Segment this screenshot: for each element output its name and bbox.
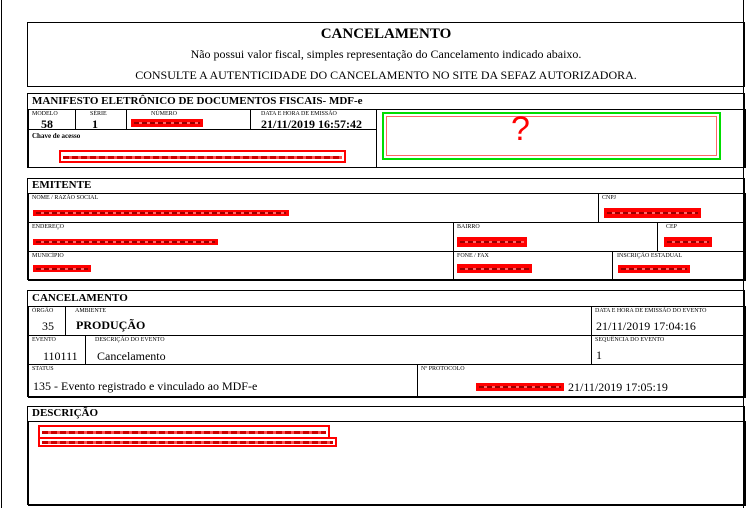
endereco-cell [28, 222, 454, 252]
descricao-content-cell [28, 421, 746, 506]
document-page [1, 0, 744, 508]
document-title: CANCELAMENTO [320, 26, 452, 42]
nome-cell [28, 193, 599, 223]
status-label: STATUS [32, 366, 54, 372]
serie-label: SÉRIE [90, 111, 107, 117]
fone-cell [453, 251, 613, 281]
endereco-label: ENDEREÇO [32, 224, 64, 230]
data-evento-label: DATA E HORA DE EMISSÃO DO EVENTO [595, 308, 707, 314]
numero-cell [126, 109, 251, 130]
emitente-section [27, 178, 745, 280]
cancelamento-section [27, 290, 745, 397]
protocolo-value: 21/11/2019 17:05:19 [568, 380, 668, 394]
nome-redaction [33, 210, 289, 216]
municipio-label: MUNICÍPIO [32, 253, 64, 259]
modelo-label: MODELO [32, 111, 58, 117]
qrcode-green-frame [382, 112, 721, 160]
protocolo-label: Nº PROTOCOLO [421, 366, 465, 372]
emitente-section-title: EMITENTE [32, 179, 92, 191]
bairro-cell [453, 222, 658, 252]
status-cell [28, 364, 418, 398]
sequencia-label: SEQUÊNCIA DO EVENTO [595, 337, 665, 343]
sequencia-value: 1 [596, 348, 602, 362]
inscricao-estadual-redaction [618, 265, 690, 273]
numero-redaction [131, 119, 203, 127]
cnpj-redaction [604, 208, 701, 218]
modelo-cell [28, 109, 76, 130]
descricao-evento-value: Cancelamento [97, 349, 166, 363]
modelo-value: 58 [41, 117, 53, 131]
ambiente-cell [65, 306, 592, 336]
cancelamento-section-title: CANCELAMENTO [32, 292, 128, 304]
cnpj-cell [598, 193, 746, 223]
data-emissao-value: 21/11/2019 16:57:42 [261, 117, 362, 131]
serie-value: 1 [92, 117, 98, 131]
numero-label: NÚMERO [151, 111, 178, 117]
cep-label: CEP [666, 224, 678, 230]
municipio-redaction [33, 265, 91, 272]
fone-redaction [457, 264, 532, 273]
orgao-label: ÓRGÃO [32, 308, 54, 314]
endereco-redaction [33, 239, 218, 245]
descricao-section [27, 406, 745, 505]
qrcode-red-frame [386, 116, 717, 156]
header-notice: Não possui valor fiscal, simples representação do Cancelamento indicado abaixo. [190, 47, 582, 61]
orgao-value: 35 [42, 319, 54, 333]
inscricao-estadual-label: INSCRIÇÃO ESTADUAL [617, 253, 683, 259]
data-evento-cell [591, 306, 746, 336]
header-box [27, 22, 745, 87]
cep-redaction [664, 237, 712, 247]
qrcode-question-annotation: ? [511, 110, 530, 148]
descricao-section-title: DESCRIÇÃO [32, 407, 99, 419]
evento-label: EVENTO [32, 337, 56, 343]
cnpj-label: CNPJ [602, 195, 617, 201]
nome-label: NOME / RAZÃO SOCIAL [32, 195, 99, 201]
ambiente-label: AMBIENTE [75, 308, 106, 314]
chave-acesso-label: Chave de acesso [32, 132, 81, 140]
evento-cell [28, 335, 86, 365]
inscricao-estadual-cell [612, 251, 746, 281]
serie-cell [75, 109, 127, 130]
fone-label: FONE / FAX [457, 253, 489, 259]
municipio-cell [28, 251, 454, 281]
evento-value: 110111 [43, 349, 78, 363]
header-consult-notice: CONSULTE A AUTENTICIDADE DO CANCELAMENTO NO SITE DA SEFAZ AUTORIZADORA. [135, 68, 637, 82]
data-emissao-label: DATA E HORA DE EMISSÃO [261, 111, 337, 117]
manifesto-section [27, 93, 745, 168]
manifesto-section-title: MANIFESTO ELETRÔNICO DE DOCUMENTOS FISCAIS- MDF-e [32, 95, 363, 107]
chave-acesso-cell [28, 129, 377, 168]
descricao-evento-label: DESCRIÇÃO DO EVENTO [95, 337, 165, 343]
qrcode-cell [376, 109, 746, 168]
descricao-redaction-line-2 [38, 437, 337, 447]
cep-cell [657, 222, 746, 252]
status-value: 135 - Evento registrado e vinculado ao MDF-e [33, 379, 258, 393]
protocolo-redaction [476, 383, 564, 391]
orgao-cell [28, 306, 66, 336]
data-evento-value: 21/11/2019 17:04:16 [596, 319, 696, 333]
chave-acesso-redaction [59, 150, 346, 163]
bairro-label: BAIRRO [457, 224, 480, 230]
ambiente-value: PRODUÇÃO [76, 318, 146, 332]
sequencia-cell [591, 335, 746, 365]
descricao-evento-cell [85, 335, 592, 365]
bairro-redaction [457, 237, 527, 247]
data-emissao-cell [250, 109, 377, 130]
protocolo-cell [417, 364, 746, 398]
